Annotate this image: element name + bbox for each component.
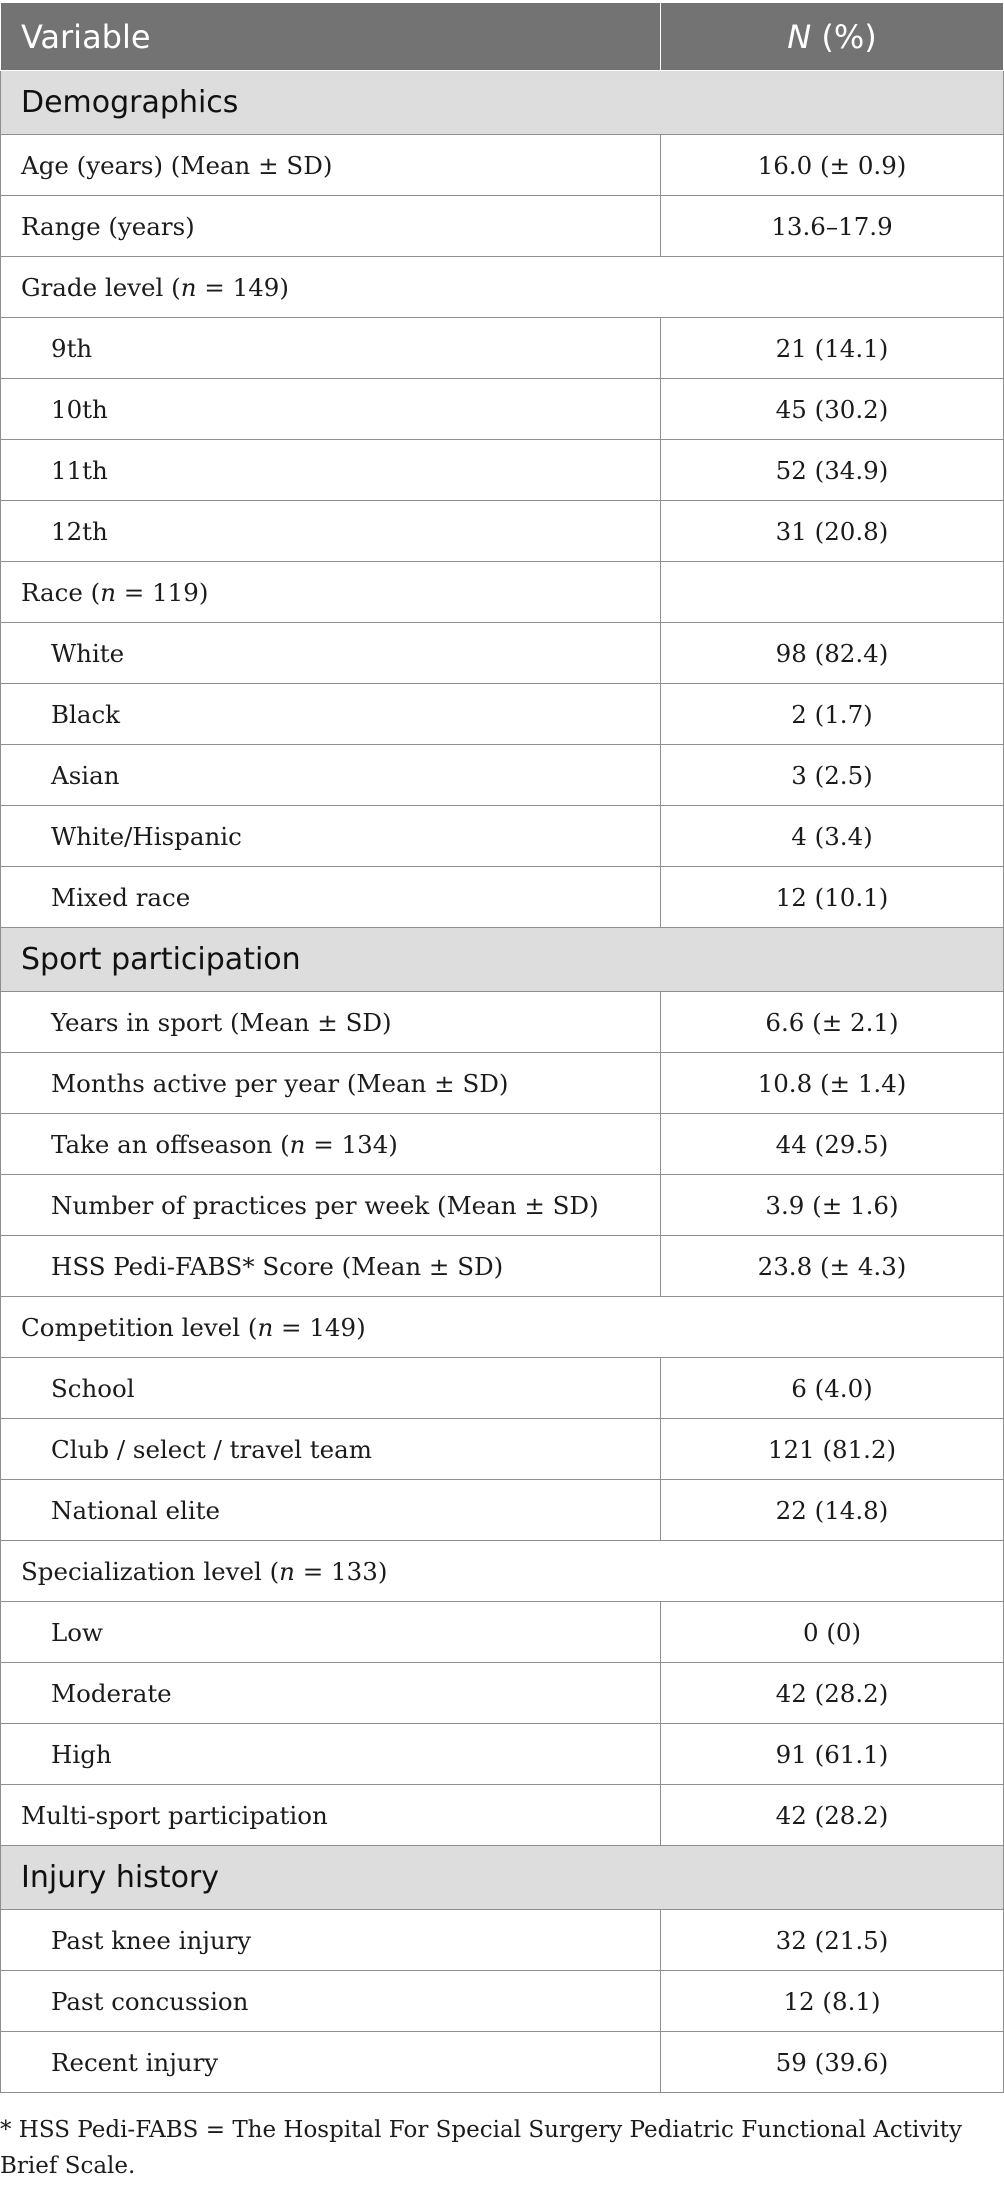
group-n-count: = 133) [294, 1556, 388, 1586]
row-label [1, 684, 661, 745]
table-row [1, 745, 1004, 806]
table-row [1, 135, 1004, 196]
table-row [1, 318, 1004, 379]
section-title: Demographics [1, 71, 1004, 135]
table-body [1, 71, 1004, 2093]
row-label [1, 196, 661, 257]
row-label [1, 992, 661, 1053]
row-value: 45 (30.2) [661, 379, 1004, 440]
row-label [1, 623, 661, 684]
table-row [1, 1175, 1004, 1236]
table-footnote: * HSS Pedi-FABS = The Hospital For Special Surgery Pediatric Functional Activity Brief Scale. [0, 2117, 962, 2179]
row-label [1, 1971, 661, 2032]
row-value: 16.0 (± 0.9) [661, 135, 1004, 196]
row-label-text: Past knee injury [51, 1925, 252, 1955]
row-label [1, 1663, 661, 1724]
group-label [1, 1541, 1004, 1602]
group-label-text: Competition level ( [21, 1312, 258, 1342]
table-row [1, 1785, 1004, 1846]
row-label-text: 12th [51, 516, 108, 546]
section-header-row [1, 1846, 1004, 1910]
group-n-symbol: n [257, 1312, 274, 1342]
row-value: 52 (34.9) [661, 440, 1004, 501]
demographics-table [0, 2, 1004, 2093]
row-value: 4 (3.4) [661, 806, 1004, 867]
row-label-text: Multi-sport participation [21, 1800, 328, 1830]
group-n-count: = 149) [273, 1312, 366, 1342]
table-row [1, 1663, 1004, 1724]
row-label-text: Take an offseason ( [51, 1129, 290, 1159]
row-value: 21 (14.1) [661, 318, 1004, 379]
row-value: 12 (8.1) [661, 1971, 1004, 2032]
table-row [1, 1297, 1004, 1358]
row-label [1, 318, 661, 379]
table-row [1, 1971, 1004, 2032]
row-label [1, 501, 661, 562]
row-label-text: Club / select / travel team [51, 1434, 372, 1464]
table-row [1, 440, 1004, 501]
header-n-label: N [787, 17, 812, 56]
table-row [1, 1358, 1004, 1419]
table-row [1, 1419, 1004, 1480]
row-label-text: HSS Pedi-FABS* Score (Mean ± SD) [51, 1251, 504, 1281]
table-row [1, 1724, 1004, 1785]
row-label-text: 9th [51, 333, 93, 363]
row-n-count: = 134) [305, 1129, 398, 1159]
row-value: 98 (82.4) [661, 623, 1004, 684]
table-row [1, 1910, 1004, 1971]
row-label-text: Age (years) (Mean ± SD) [21, 150, 333, 180]
group-n-count: = 119) [115, 577, 209, 607]
table-row [1, 867, 1004, 928]
section-title: Injury history [1, 1846, 1004, 1910]
row-value: 91 (61.1) [661, 1724, 1004, 1785]
row-value: 42 (28.2) [661, 1785, 1004, 1846]
group-label-text: Grade level ( [21, 272, 181, 302]
row-label [1, 1053, 661, 1114]
row-label [1, 379, 661, 440]
table-row [1, 1541, 1004, 1602]
row-value: 59 (39.6) [661, 2032, 1004, 2093]
row-label-text: Moderate [51, 1678, 172, 1708]
row-label [1, 745, 661, 806]
row-value: 6.6 (± 2.1) [661, 992, 1004, 1053]
row-label-text: School [51, 1373, 135, 1403]
table-row [1, 501, 1004, 562]
header-n-suffix: (%) [811, 17, 877, 56]
row-value: 31 (20.8) [661, 501, 1004, 562]
row-label-text: Recent injury [51, 2047, 219, 2077]
group-label [1, 1297, 1004, 1358]
row-label [1, 806, 661, 867]
row-label [1, 1602, 661, 1663]
row-label-text: Asian [51, 760, 120, 790]
row-label-text: National elite [51, 1495, 220, 1525]
header-variable: Variable [1, 3, 661, 71]
row-label-text: Past concussion [51, 1986, 249, 2016]
group-n-symbol: n [100, 577, 116, 607]
table-row [1, 684, 1004, 745]
row-value: 3 (2.5) [661, 745, 1004, 806]
row-label [1, 1724, 661, 1785]
table-row [1, 196, 1004, 257]
row-label [1, 1114, 661, 1175]
row-label-text: 11th [51, 455, 108, 485]
group-label [1, 562, 661, 623]
table-row [1, 2032, 1004, 2093]
group-n-symbol: n [279, 1556, 295, 1586]
row-label-text: Number of practices per week (Mean ± SD) [51, 1190, 599, 1220]
row-label-text: 10th [51, 394, 108, 424]
group-n-count: = 149) [196, 272, 289, 302]
row-label [1, 1358, 661, 1419]
table-row [1, 1114, 1004, 1175]
row-value: 13.6–17.9 [661, 196, 1004, 257]
row-label-text: White/Hispanic [51, 821, 242, 851]
section-header-row [1, 71, 1004, 135]
row-label-text: Black [51, 699, 121, 729]
table-row [1, 379, 1004, 440]
row-n-symbol: n [289, 1129, 306, 1159]
table-row [1, 806, 1004, 867]
row-value: 23.8 (± 4.3) [661, 1236, 1004, 1297]
row-value: 32 (21.5) [661, 1910, 1004, 1971]
row-label-text: White [51, 638, 125, 668]
table-row [1, 562, 1004, 623]
row-label [1, 135, 661, 196]
group-label-text: Specialization level ( [21, 1556, 280, 1586]
row-value: 12 (10.1) [661, 867, 1004, 928]
header-n-percent [661, 3, 1004, 71]
row-label [1, 1910, 661, 1971]
row-label [1, 440, 661, 501]
row-value: 10.8 (± 1.4) [661, 1053, 1004, 1114]
row-label-text: High [51, 1739, 112, 1769]
table-row [1, 1236, 1004, 1297]
table-row [1, 257, 1004, 318]
row-label [1, 1785, 661, 1846]
table-row [1, 1602, 1004, 1663]
row-label [1, 2032, 661, 2093]
group-label [1, 257, 1004, 318]
table-row [1, 1480, 1004, 1541]
row-label [1, 1419, 661, 1480]
row-value: 3.9 (± 1.6) [661, 1175, 1004, 1236]
row-label-text: Mixed race [51, 882, 191, 912]
row-label-text: Range (years) [21, 211, 195, 241]
row-value: 121 (81.2) [661, 1419, 1004, 1480]
row-label [1, 1480, 661, 1541]
table-row [1, 623, 1004, 684]
row-label [1, 867, 661, 928]
row-value: 6 (4.0) [661, 1358, 1004, 1419]
row-label-text: Years in sport (Mean ± SD) [51, 1007, 392, 1037]
row-label [1, 1175, 661, 1236]
table-row [1, 992, 1004, 1053]
row-label-text: Months active per year (Mean ± SD) [51, 1068, 509, 1098]
table-row [1, 1053, 1004, 1114]
row-label-text: Low [51, 1617, 103, 1647]
row-value: 44 (29.5) [661, 1114, 1004, 1175]
group-label-text: Race ( [21, 577, 101, 607]
row-value: 2 (1.7) [661, 684, 1004, 745]
section-header-row [1, 928, 1004, 992]
group-n-symbol: n [180, 272, 197, 302]
row-value: 0 (0) [661, 1602, 1004, 1663]
row-label [1, 1236, 661, 1297]
table-header-row [1, 3, 1004, 71]
row-value: 22 (14.8) [661, 1480, 1004, 1541]
row-value: 42 (28.2) [661, 1663, 1004, 1724]
section-title: Sport participation [1, 928, 1004, 992]
empty-value-cell [661, 562, 1004, 623]
